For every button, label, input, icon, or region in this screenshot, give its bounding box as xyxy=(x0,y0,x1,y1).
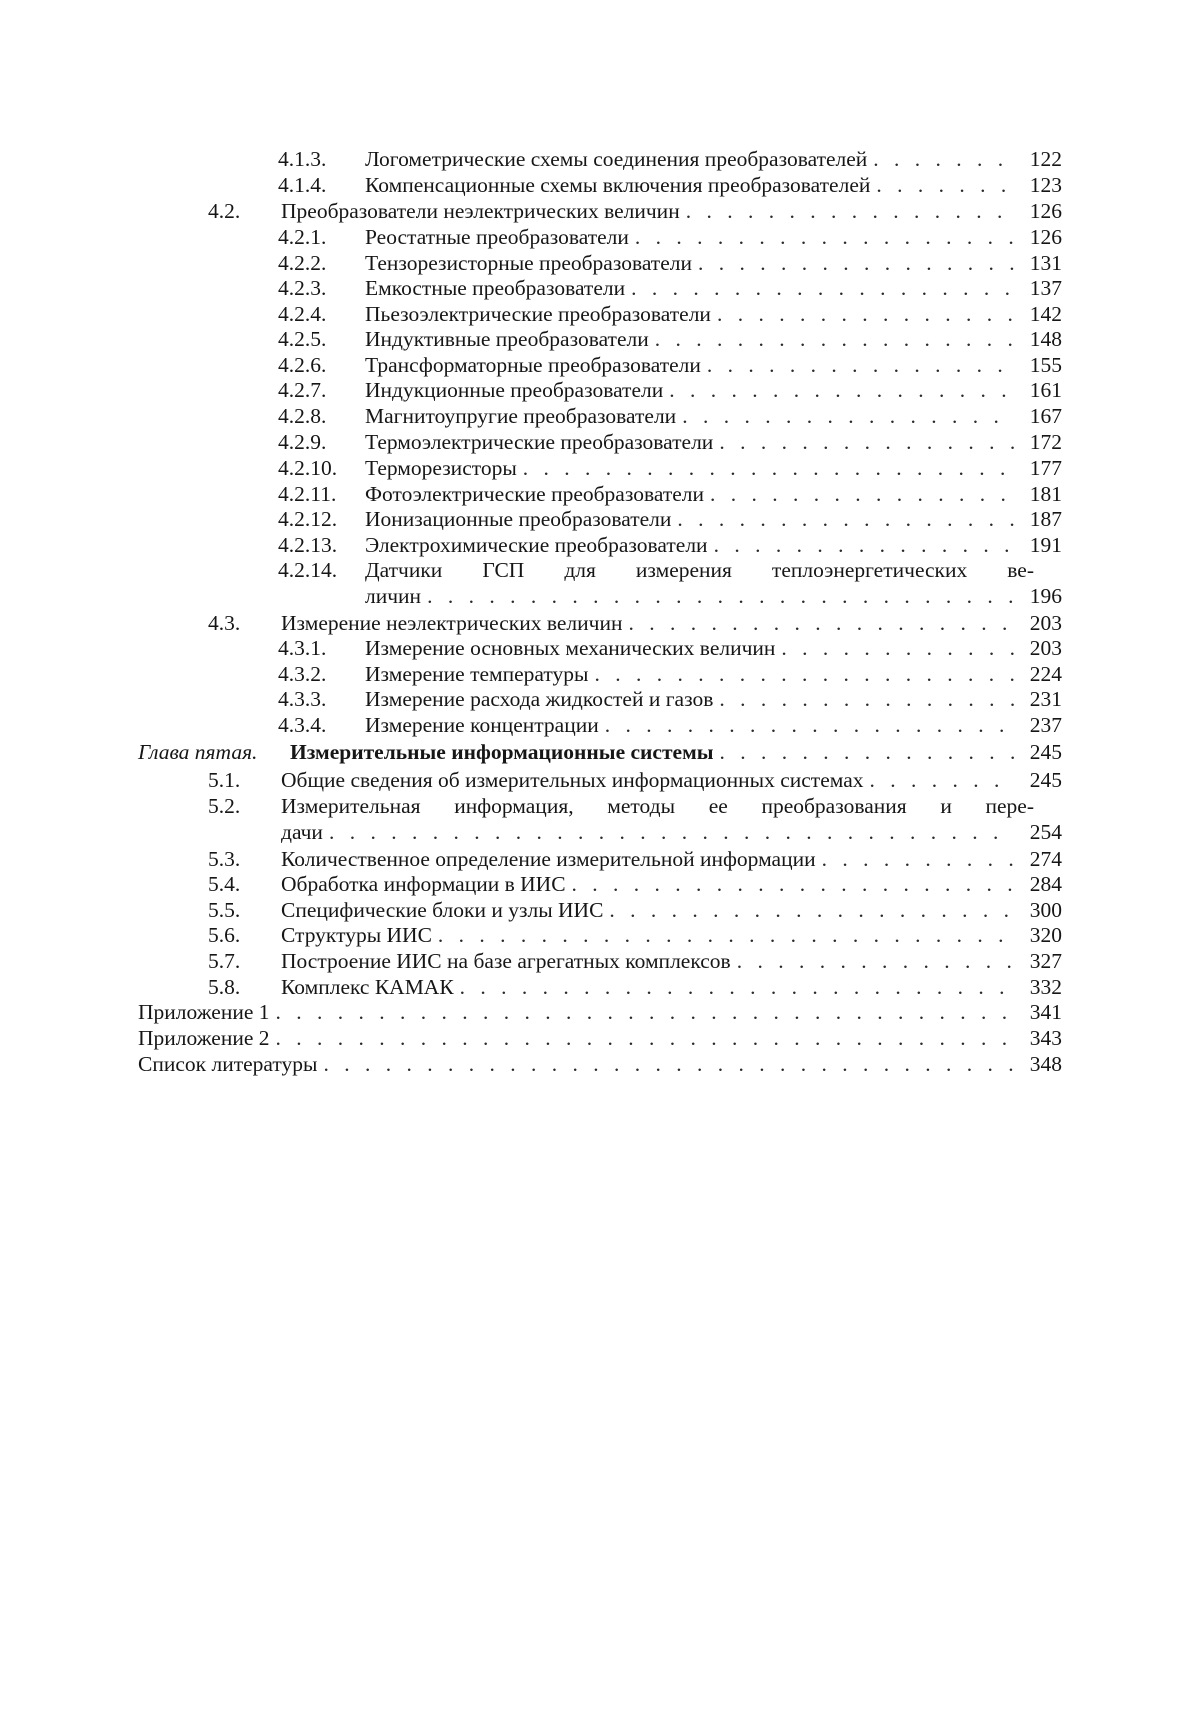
toc-entry-title xyxy=(365,403,1014,429)
toc-entry-title-text: Специфические блоки и узлы ИИС xyxy=(281,897,609,923)
toc-entry-page: 177 xyxy=(1029,456,1062,480)
toc-entry-number: 5.7. xyxy=(208,949,241,973)
toc-entry-page: 167 xyxy=(1029,404,1062,428)
toc-entry-title-text: Измерительные информационные системы xyxy=(290,739,720,765)
dot-leader xyxy=(572,871,1014,897)
toc-entry-page: 142 xyxy=(1029,302,1062,326)
toc-entry-continuation xyxy=(0,819,1200,845)
toc-entry-number: 4.3.3. xyxy=(278,687,327,711)
toc-entry-page: 343 xyxy=(1029,1026,1062,1050)
toc-entry-number: 5.5. xyxy=(208,898,241,922)
dot-leader xyxy=(276,1025,1014,1051)
toc-entry-title-text: Пьезоэлектрические преобразователи xyxy=(365,301,717,327)
dot-leader xyxy=(719,686,1014,712)
toc-entry-page: 123 xyxy=(1029,173,1062,197)
toc-entry-number: 4.2.4. xyxy=(278,302,327,326)
toc-entry-number: 4.2.9. xyxy=(278,430,327,454)
toc-entry-number: 5.1. xyxy=(208,768,241,792)
toc-entry-continuation xyxy=(0,583,1200,609)
toc-entry-title xyxy=(365,172,1014,198)
toc-entry xyxy=(0,532,1200,558)
toc-entry-number: 4.2.10. xyxy=(278,456,338,480)
toc-entry xyxy=(0,686,1200,712)
toc-entry-page: 332 xyxy=(1029,975,1062,999)
toc-entry-title-text: Структуры ИИС xyxy=(281,922,438,948)
toc-entry-page: 203 xyxy=(1029,636,1062,660)
dot-leader xyxy=(438,922,1014,948)
toc-entry-page: 191 xyxy=(1029,533,1062,557)
toc-entry-number: 4.3.1. xyxy=(278,636,327,660)
toc-entry-number: 4.1.3. xyxy=(278,147,327,171)
toc-entry xyxy=(0,377,1200,403)
toc-entry-number: 4.2.8. xyxy=(278,404,327,428)
toc-entry-number: 5.6. xyxy=(208,923,241,947)
toc-entry-number: Глава пятая. xyxy=(138,740,258,764)
toc-entry-page: 274 xyxy=(1029,847,1062,871)
toc-entry-number: 4.3.4. xyxy=(278,713,327,737)
dot-leader xyxy=(717,301,1014,327)
toc-entry xyxy=(0,999,1200,1025)
dot-leader xyxy=(873,146,1014,172)
toc-entry-title xyxy=(365,506,1014,532)
toc-entry-title xyxy=(365,275,1014,301)
toc-entry-number: 4.2.6. xyxy=(278,353,327,377)
dot-leader xyxy=(669,377,1014,403)
toc-entry-number: 4.2.13. xyxy=(278,533,338,557)
toc-entry-title-text: Построение ИИС на базе агрегатных комплексов xyxy=(281,948,737,974)
dot-leader xyxy=(605,712,1014,738)
toc-entry-title-text: Индукционные преобразователи xyxy=(365,377,669,403)
toc-entry-title-text: Фотоэлектрические преобразователи xyxy=(365,481,710,507)
toc-entry-title xyxy=(138,1051,1014,1077)
toc-entry-page: 126 xyxy=(1029,199,1062,223)
toc-entry-title-text: Магнитоупругие преобразователи xyxy=(365,403,682,429)
toc-entry xyxy=(0,506,1200,532)
toc-entry-title-cont-text: дачи xyxy=(281,819,329,845)
toc-entry-title-text: Измерительная информация, методы ее преобразования и пере- xyxy=(281,794,1034,818)
toc-entry-title-text: Логометрические схемы соединения преобразователей xyxy=(365,146,873,172)
toc-entry-title-text: Индуктивные преобразователи xyxy=(365,326,655,352)
dot-leader xyxy=(869,767,1014,793)
dot-leader xyxy=(686,198,1014,224)
toc-entry xyxy=(0,635,1200,661)
toc-entry xyxy=(0,172,1200,198)
dot-leader xyxy=(876,172,1014,198)
toc-entry-number: 4.2. xyxy=(208,199,241,223)
toc-entry-number: 4.2.12. xyxy=(278,507,338,531)
toc-entry xyxy=(0,275,1200,301)
toc-entry-page: 327 xyxy=(1029,949,1062,973)
dot-leader xyxy=(781,635,1014,661)
toc-entry-title-text: Измерение температуры xyxy=(365,661,594,687)
toc-entry-page: 348 xyxy=(1029,1052,1062,1076)
toc-entry-title-text: Реостатные преобразователи xyxy=(365,224,635,250)
dot-leader xyxy=(631,275,1014,301)
toc-entry-page: 131 xyxy=(1029,251,1062,275)
toc-entry-page: 231 xyxy=(1029,687,1062,711)
toc-entry-title-text: Электрохимические преобразователи xyxy=(365,532,714,558)
toc-entry xyxy=(0,455,1200,481)
toc-entry-title xyxy=(365,224,1014,250)
toc-entry-page: 237 xyxy=(1029,713,1062,737)
toc-entry-page: 254 xyxy=(1029,820,1062,844)
toc-entry-page: 196 xyxy=(1029,584,1062,608)
toc-entry-title-text: Измерение неэлектрических величин xyxy=(281,610,628,636)
toc-entry-page: 187 xyxy=(1029,507,1062,531)
toc-entry-title-text: Терморезисторы xyxy=(365,455,523,481)
toc-entry-page: 320 xyxy=(1029,923,1062,947)
toc-entry-number: 4.3.2. xyxy=(278,662,327,686)
toc-entry-title xyxy=(281,793,1034,819)
toc-entry-page: 161 xyxy=(1029,378,1062,402)
toc-entry-page: 126 xyxy=(1029,225,1062,249)
toc-entry-page: 181 xyxy=(1029,482,1062,506)
dot-leader xyxy=(523,455,1014,481)
toc-entry-title xyxy=(365,429,1014,455)
toc-entry xyxy=(0,1051,1200,1077)
toc-entry-title-text: Термоэлектрические преобразователи xyxy=(365,429,719,455)
toc-entry-number: 5.3. xyxy=(208,847,241,871)
toc-entry-title-text: Приложение 1 xyxy=(138,999,276,1025)
toc-entry-title-text: Комплекс КАМАК xyxy=(281,974,460,1000)
toc-entry-page: 341 xyxy=(1029,1000,1062,1024)
toc-entry-page: 300 xyxy=(1029,898,1062,922)
toc-entry xyxy=(0,610,1200,636)
toc-entry-title-text: Общие сведения об измерительных информационных системах xyxy=(281,767,869,793)
toc-entry-number: 4.1.4. xyxy=(278,173,327,197)
dot-leader xyxy=(329,819,1014,845)
toc-entry-title-text: Трансформаторные преобразователи xyxy=(365,352,707,378)
dot-leader xyxy=(427,583,1014,609)
toc-entry xyxy=(0,352,1200,378)
toc-entry-title-text: Список литературы xyxy=(138,1051,323,1077)
toc-entry xyxy=(0,557,1200,583)
toc-entry-page: 245 xyxy=(1029,768,1062,792)
toc-entry-title-text: Ионизационные преобразователи xyxy=(365,506,677,532)
toc-entry-title xyxy=(138,1025,1014,1051)
toc-entry-title xyxy=(365,250,1014,276)
toc-entry-title-text: Измерение концентрации xyxy=(365,712,605,738)
toc-entry-title xyxy=(281,198,1014,224)
toc-entry xyxy=(0,1025,1200,1051)
toc-entry-title-text: Количественное определение измерительной информации xyxy=(281,846,822,872)
toc-entry-title xyxy=(281,948,1014,974)
toc-entry-title-text: Тензорезисторные преобразователи xyxy=(365,250,698,276)
toc-entry-title xyxy=(281,871,1014,897)
toc-entry-title xyxy=(365,557,1034,583)
dot-leader xyxy=(682,403,1014,429)
toc-entry-page: 155 xyxy=(1029,353,1062,377)
toc-entry-page: 203 xyxy=(1029,611,1062,635)
toc-entry-title xyxy=(365,481,1014,507)
toc-entry-title xyxy=(281,610,1014,636)
dot-leader xyxy=(323,1051,1014,1077)
toc-entry-title-text: Обработка информации в ИИС xyxy=(281,871,572,897)
toc-entry-number: 5.8. xyxy=(208,975,241,999)
toc-entry xyxy=(0,739,1200,765)
dot-leader xyxy=(719,429,1014,455)
dot-leader xyxy=(714,532,1014,558)
toc-entry-number: 4.2.7. xyxy=(278,378,327,402)
toc-entry-title xyxy=(138,999,1014,1025)
toc-entry-title-text: Измерение основных механических величин xyxy=(365,635,781,661)
toc-entry xyxy=(0,301,1200,327)
toc-entry xyxy=(0,429,1200,455)
toc-entry-title xyxy=(281,767,1014,793)
toc-entry-title-continued xyxy=(281,819,1014,845)
toc-entry xyxy=(0,224,1200,250)
toc-entry-title xyxy=(365,146,1014,172)
toc-entry xyxy=(0,481,1200,507)
toc-entry-title xyxy=(365,455,1014,481)
toc-entry-title xyxy=(281,974,1014,1000)
toc-entry-page: 148 xyxy=(1029,327,1062,351)
dot-leader xyxy=(720,739,1014,765)
toc-entry-title xyxy=(365,377,1014,403)
toc-entry xyxy=(0,974,1200,1000)
toc-entry-title-continued xyxy=(365,583,1014,609)
toc-entry-title-text: Датчики ГСП для измерения теплоэнергетических ве- xyxy=(365,558,1034,582)
toc-entry xyxy=(0,198,1200,224)
toc-entry-title-text: Преобразователи неэлектрических величин xyxy=(281,198,686,224)
toc-entry-number: 4.3. xyxy=(208,611,241,635)
toc-entry-title-text: Измерение расхода жидкостей и газов xyxy=(365,686,719,712)
dot-leader xyxy=(609,897,1014,923)
toc-entry xyxy=(0,250,1200,276)
toc-entry-number: 4.2.3. xyxy=(278,276,327,300)
toc-entry-title xyxy=(290,739,1014,765)
toc-entry-title xyxy=(365,712,1014,738)
toc-entry-title-text: Емкостные преобразователи xyxy=(365,275,631,301)
toc-entry-title xyxy=(365,352,1014,378)
dot-leader xyxy=(276,999,1014,1025)
toc-entry-number: 4.2.1. xyxy=(278,225,327,249)
toc-entry xyxy=(0,712,1200,738)
dot-leader xyxy=(707,352,1014,378)
dot-leader xyxy=(628,610,1014,636)
dot-leader xyxy=(594,661,1014,687)
toc-entry xyxy=(0,403,1200,429)
toc-entry xyxy=(0,146,1200,172)
toc-entry-page: 284 xyxy=(1029,872,1062,896)
toc-entry-title xyxy=(281,897,1014,923)
toc-entry xyxy=(0,767,1200,793)
toc-entry-number: 4.2.14. xyxy=(278,558,338,582)
dot-leader xyxy=(460,974,1014,1000)
toc-entry-page: 122 xyxy=(1029,147,1062,171)
dot-leader xyxy=(655,326,1014,352)
dot-leader xyxy=(635,224,1014,250)
toc-entry-page: 137 xyxy=(1029,276,1062,300)
toc-entry-number: 4.2.11. xyxy=(278,482,337,506)
dot-leader xyxy=(737,948,1014,974)
toc-entry-number: 4.2.5. xyxy=(278,327,327,351)
toc-entry xyxy=(0,793,1200,819)
toc-entry xyxy=(0,948,1200,974)
toc-entry-number: 5.2. xyxy=(208,794,241,818)
toc-entry-title-text: Приложение 2 xyxy=(138,1025,276,1051)
toc-entry-title-cont-text: личин xyxy=(365,583,427,609)
dot-leader xyxy=(698,250,1014,276)
toc-entry-title-text: Компенсационные схемы включения преобразователей xyxy=(365,172,876,198)
toc-entry-title xyxy=(365,635,1014,661)
toc-entry xyxy=(0,326,1200,352)
toc-entry-page: 172 xyxy=(1029,430,1062,454)
toc-entry xyxy=(0,922,1200,948)
toc-entry xyxy=(0,897,1200,923)
toc-entry-title xyxy=(365,686,1014,712)
toc-entry-page: 245 xyxy=(1029,740,1062,764)
toc-entry-number: 5.4. xyxy=(208,872,241,896)
toc-entry-page: 224 xyxy=(1029,662,1062,686)
toc-entry-title xyxy=(365,301,1014,327)
toc-entry-number: 4.2.2. xyxy=(278,251,327,275)
dot-leader xyxy=(677,506,1014,532)
toc-entry-title xyxy=(281,846,1014,872)
toc-entry-title xyxy=(365,326,1014,352)
toc-entry-title xyxy=(365,661,1014,687)
dot-leader xyxy=(710,481,1014,507)
toc-entry-title xyxy=(365,532,1014,558)
toc-entry-title xyxy=(281,922,1014,948)
dot-leader xyxy=(822,846,1014,872)
toc-entry xyxy=(0,871,1200,897)
toc-entry xyxy=(0,661,1200,687)
toc-entry xyxy=(0,846,1200,872)
